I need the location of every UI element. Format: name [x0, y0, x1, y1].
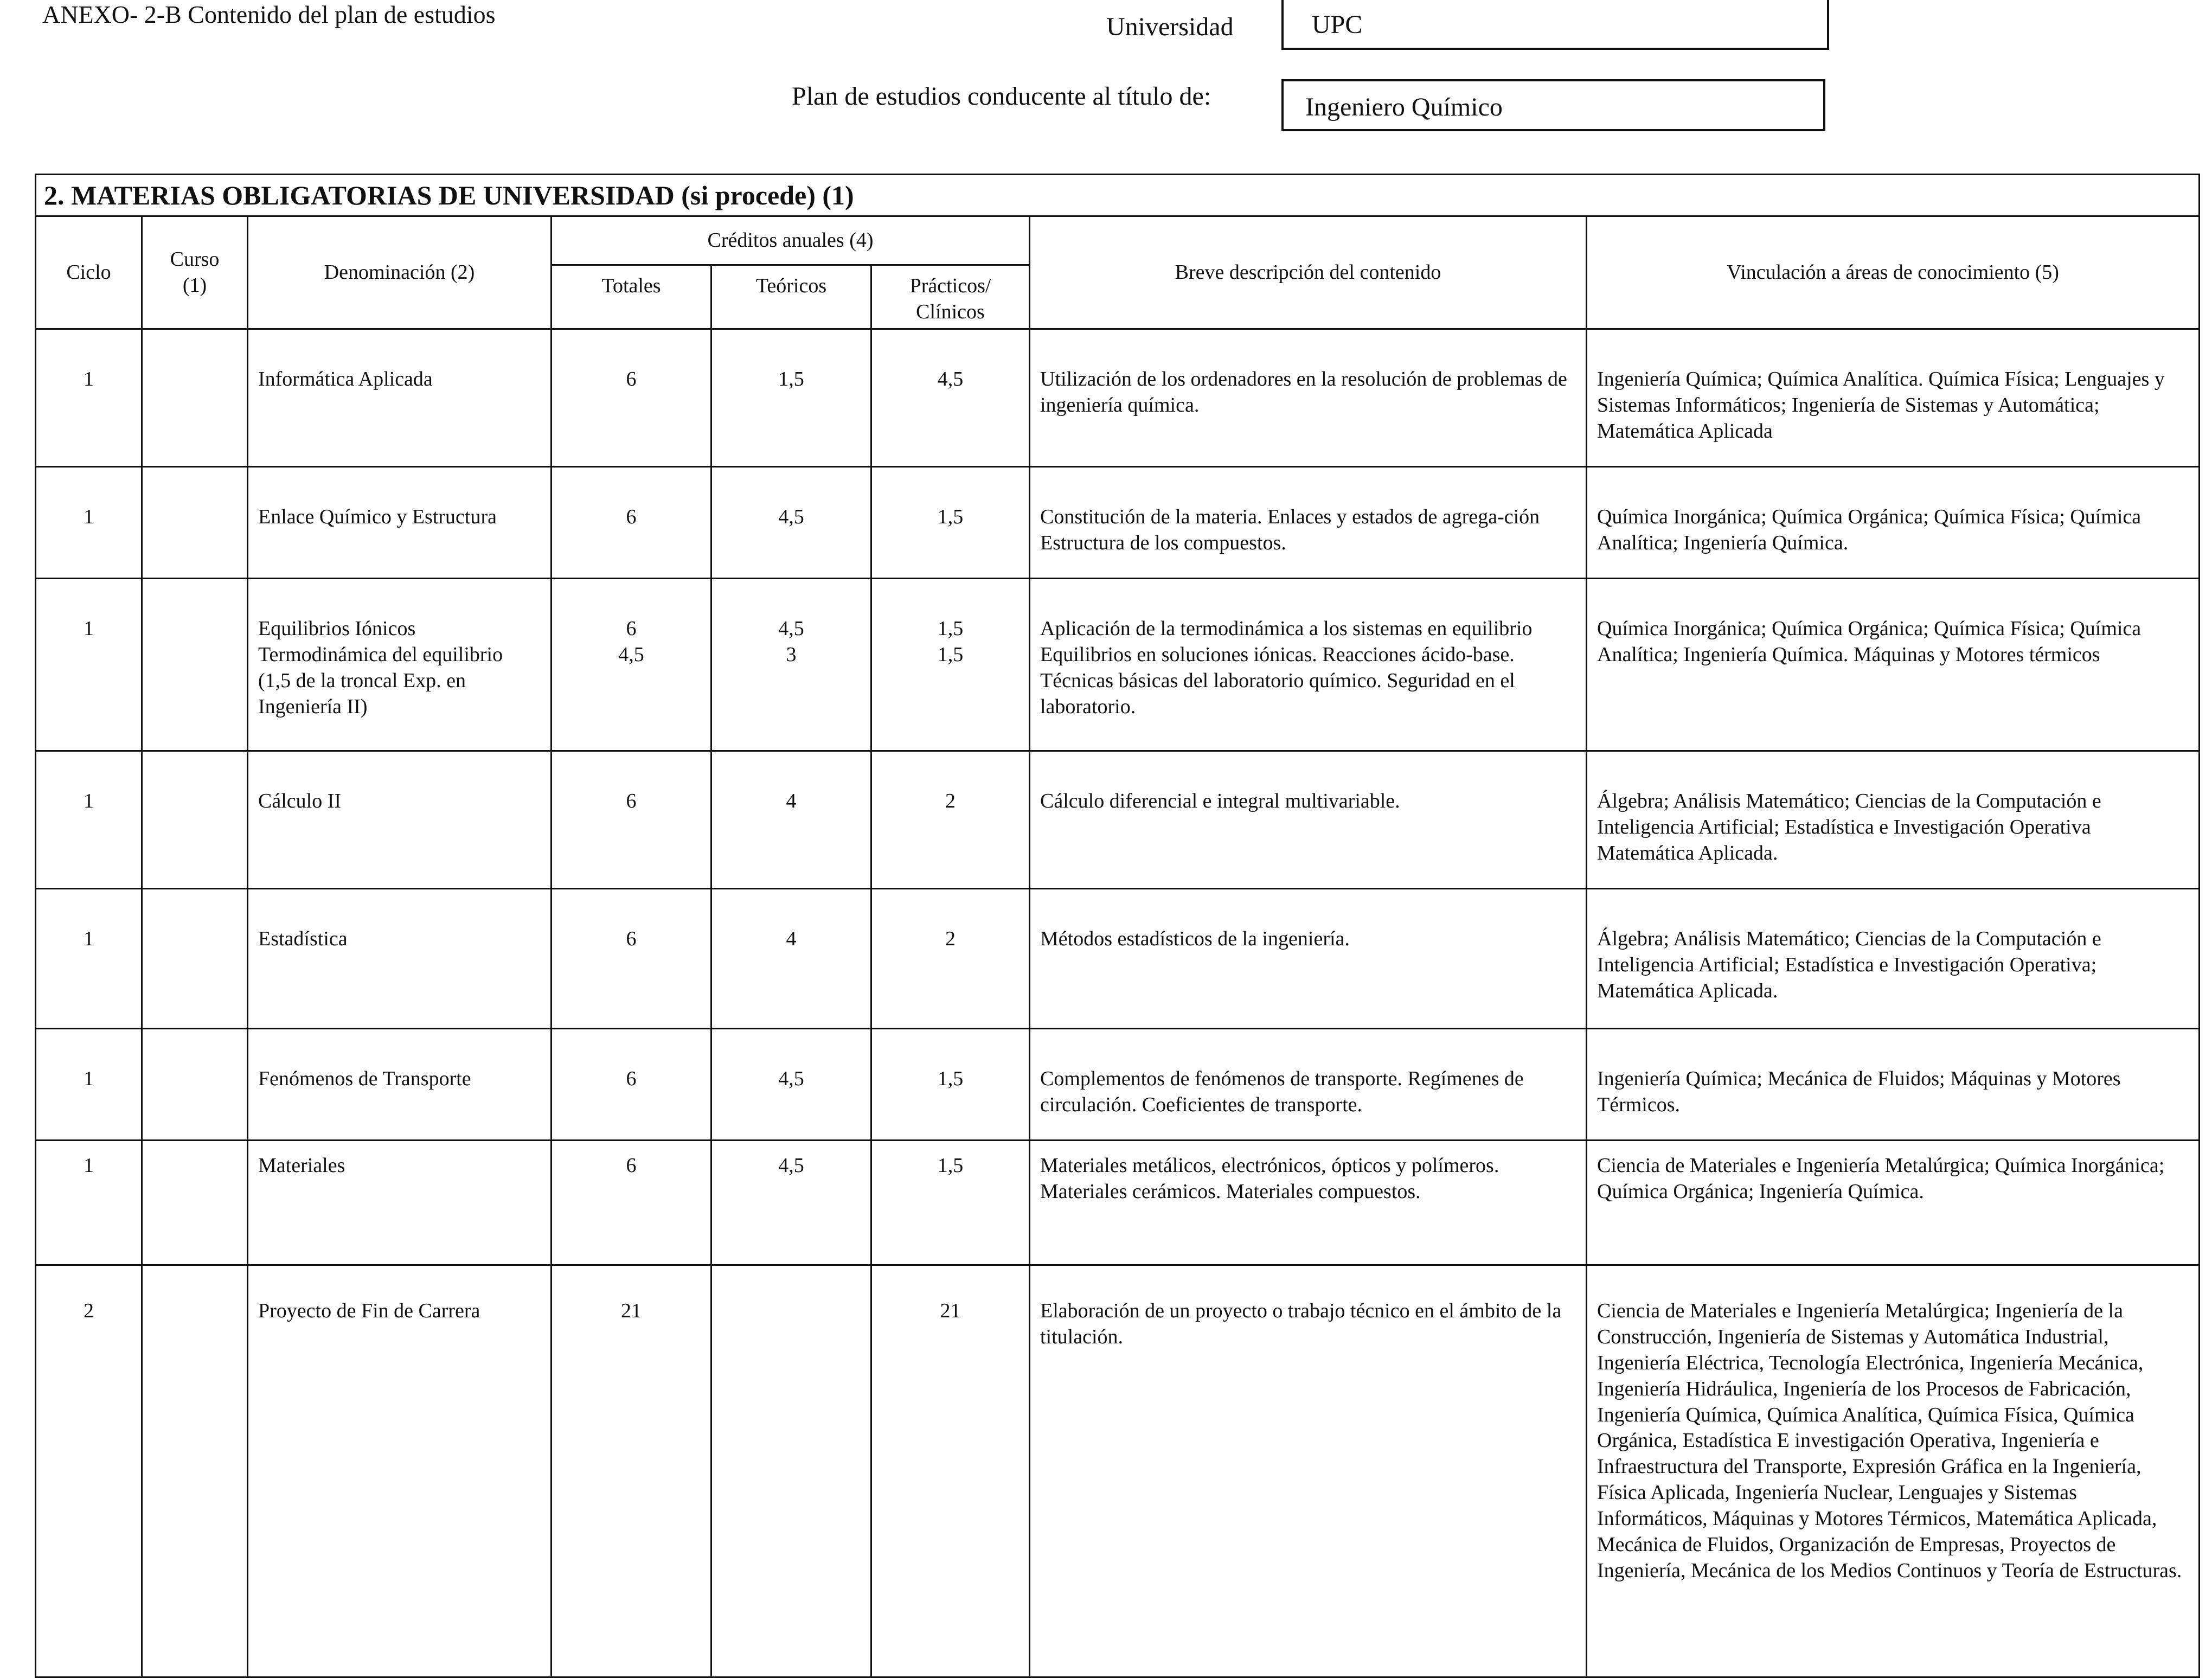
cell-descripcion: Métodos estadísticos de la ingeniería.	[1030, 889, 1587, 1029]
cell-vinculacion: Ingeniería Química; Mecánica de Fluidos; Máquinas y Motores Térmicos.	[1587, 1029, 2200, 1141]
table-row	[36, 329, 2200, 467]
teoricos-value: 3	[786, 643, 797, 666]
cell-totales: 6	[552, 329, 711, 467]
cell-teoricos: 4	[711, 889, 871, 1029]
cell-ciclo: 1	[36, 1141, 142, 1265]
cell-denominacion: Cálculo II	[248, 751, 552, 889]
section-title: 2. MATERIAS OBLIGATORIAS DE UNIVERSIDAD (si procede) (1)	[36, 175, 2200, 216]
cell-practicos: 21	[871, 1265, 1030, 1677]
cell-ciclo: 1	[36, 751, 142, 889]
practicos-value: 1,5	[937, 617, 964, 640]
cell-teoricos: 4,5	[711, 1141, 871, 1265]
table-row	[36, 467, 2200, 579]
cell-descripcion: Utilización de los ordenadores en la resolución de problemas de ingeniería química.	[1030, 329, 1587, 467]
header-denominacion: Denominación (2)	[248, 216, 552, 329]
cell-practicos: 2	[871, 751, 1030, 889]
cell-vinculacion: Álgebra; Análisis Matemático; Ciencias de la Computación e Inteligencia Artificial; Estadística e Investigación Operativa; Matemática Aplicada.	[1587, 889, 2200, 1029]
cell-curso	[142, 329, 248, 467]
cell-denominacion	[248, 579, 552, 751]
cell-curso	[142, 467, 248, 579]
cell-curso	[142, 751, 248, 889]
cell-descripcion: Cálculo diferencial e integral multivariable.	[1030, 751, 1587, 889]
denominacion-line: Termodinámica del equilibrio	[258, 643, 503, 666]
cell-vinculacion: Química Inorgánica; Química Orgánica; Química Física; Química Analítica; Ingeniería Química. Máquinas y Motores térmicos	[1587, 579, 2200, 751]
header-descripcion: Breve descripción del contenido	[1030, 216, 1587, 329]
universidad-label: Universidad	[1106, 12, 1234, 41]
cell-ciclo: 1	[36, 579, 142, 751]
cell-ciclo: 1	[36, 467, 142, 579]
cell-totales: 6	[552, 751, 711, 889]
universidad-field: UPC	[1281, 0, 1829, 50]
header-totales: Totales	[552, 265, 711, 329]
teoricos-value: 4,5	[778, 617, 804, 640]
cell-descripcion: Aplicación de la termodinámica a los sistemas en equilibrio Equilibrios en soluciones iónicas. Reacciones ácido-base. Técnicas básicas del laboratorio químico. Seguridad en el laboratorio.	[1030, 579, 1587, 751]
cell-teoricos: 1,5	[711, 329, 871, 467]
header-curso: Curso (1)	[142, 216, 248, 329]
cell-curso	[142, 579, 248, 751]
header-vinculacion: Vinculación a áreas de conocimiento (5)	[1587, 216, 2200, 329]
cell-totales: 6	[552, 1141, 711, 1265]
cell-descripcion: Materiales metálicos, electrónicos, ópticos y polímeros. Materiales cerámicos. Materiales compuestos.	[1030, 1141, 1587, 1265]
cell-ciclo: 1	[36, 329, 142, 467]
cell-practicos: 4,5	[871, 329, 1030, 467]
cell-curso	[142, 1265, 248, 1677]
cell-totales: 6	[552, 889, 711, 1029]
table-row	[36, 751, 2200, 889]
cell-practicos: 1,5	[871, 1029, 1030, 1141]
cell-denominacion: Proyecto de Fin de Carrera	[248, 1265, 552, 1677]
cell-vinculacion: Ingeniería Química; Química Analítica. Química Física; Lenguajes y Sistemas Informáticos; Ingeniería de Sistemas y Automática; Matemática Aplicada	[1587, 329, 2200, 467]
cell-curso	[142, 1029, 248, 1141]
table-row	[36, 889, 2200, 1029]
cell-practicos: 2	[871, 889, 1030, 1029]
cell-vinculacion: Ciencia de Materiales e Ingeniería Metalúrgica; Química Inorgánica; Química Orgánica; Ingeniería Química.	[1587, 1141, 2200, 1265]
cell-denominacion: Materiales	[248, 1141, 552, 1265]
cell-ciclo: 1	[36, 1029, 142, 1141]
cell-practicos: 1,5	[871, 467, 1030, 579]
header-practicos: Prácticos/ Clínicos	[871, 265, 1030, 329]
cell-totales: 6	[552, 1029, 711, 1141]
table-row	[36, 579, 2200, 751]
header-ciclo: Ciclo	[36, 216, 142, 329]
cell-ciclo: 1	[36, 889, 142, 1029]
cell-practicos: 1,5	[871, 1141, 1030, 1265]
cell-denominacion: Enlace Químico y Estructura	[248, 467, 552, 579]
cell-practicos	[871, 579, 1030, 751]
cell-vinculacion: Química Inorgánica; Química Orgánica; Química Física; Química Analítica; Ingeniería Química.	[1587, 467, 2200, 579]
header-creditos: Créditos anuales (4)	[552, 216, 1030, 265]
cell-totales	[552, 579, 711, 751]
header-teoricos: Teóricos	[711, 265, 871, 329]
practicos-value: 1,5	[937, 643, 964, 666]
cell-ciclo: 2	[36, 1265, 142, 1677]
table-row	[36, 1029, 2200, 1141]
plan-label: Plan de estudios conducente al título de:	[792, 82, 1211, 111]
subjects-table	[35, 174, 2200, 1678]
totales-value: 4,5	[618, 643, 644, 666]
cell-teoricos	[711, 579, 871, 751]
cell-denominacion: Estadística	[248, 889, 552, 1029]
plan-field: Ingeniero Químico	[1281, 79, 1825, 131]
cell-teoricos: 4,5	[711, 1029, 871, 1141]
denominacion-line: (1,5 de la troncal Exp. en	[258, 669, 466, 692]
cell-totales: 21	[552, 1265, 711, 1677]
table-row	[36, 1265, 2200, 1677]
annex-title: ANEXO- 2-B Contenido del plan de estudios	[42, 1, 496, 28]
cell-curso	[142, 889, 248, 1029]
cell-descripcion: Complementos de fenómenos de transporte. Regímenes de circulación. Coeficientes de transporte.	[1030, 1029, 1587, 1141]
denominacion-line: Equilibrios Iónicos	[258, 617, 416, 640]
cell-denominacion: Fenómenos de Transporte	[248, 1029, 552, 1141]
cell-vinculacion: Álgebra; Análisis Matemático; Ciencias de la Computación e Inteligencia Artificial; Estadística e Investigación Operativa Matemática Aplicada.	[1587, 751, 2200, 889]
cell-teoricos: 4,5	[711, 467, 871, 579]
cell-teoricos	[711, 1265, 871, 1677]
table-row	[36, 1141, 2200, 1265]
cell-curso	[142, 1141, 248, 1265]
cell-vinculacion: Ciencia de Materiales e Ingeniería Metalúrgica; Ingeniería de la Construcción, Ingeniería de Sistemas y Automática Industrial, Ingeniería Eléctrica, Tecnología Electrónica, Ingeniería Mecánica, Ingeniería Hidráulica, Ingeniería de los Procesos de Fabricación, Ingeniería Química, Química Analítica, Química Física, Química Orgánica, Estadística E investigación Operativa, Ingeniería e Infraestructura del Transporte, Expresión Gráfica en la Ingeniería, Física Aplicada, Ingeniería Nuclear, Lenguajes y Sistemas Informáticos, Máquinas y Motores Térmicos, Matemática Aplicada, Mecánica de Fluidos, Organización de Empresas, Proyectos de Ingeniería, Mecánica de los Medios Continuos y Teoría de Estructuras.	[1587, 1265, 2200, 1677]
cell-descripcion: Elaboración de un proyecto o trabajo técnico en el ámbito de la titulación.	[1030, 1265, 1587, 1677]
cell-descripcion: Constitución de la materia. Enlaces y estados de agrega-ción Estructura de los compuestos.	[1030, 467, 1587, 579]
denominacion-line: Ingeniería II)	[258, 695, 368, 718]
cell-denominacion: Informática Aplicada	[248, 329, 552, 467]
cell-totales: 6	[552, 467, 711, 579]
totales-value: 6	[626, 617, 637, 640]
cell-teoricos: 4	[711, 751, 871, 889]
